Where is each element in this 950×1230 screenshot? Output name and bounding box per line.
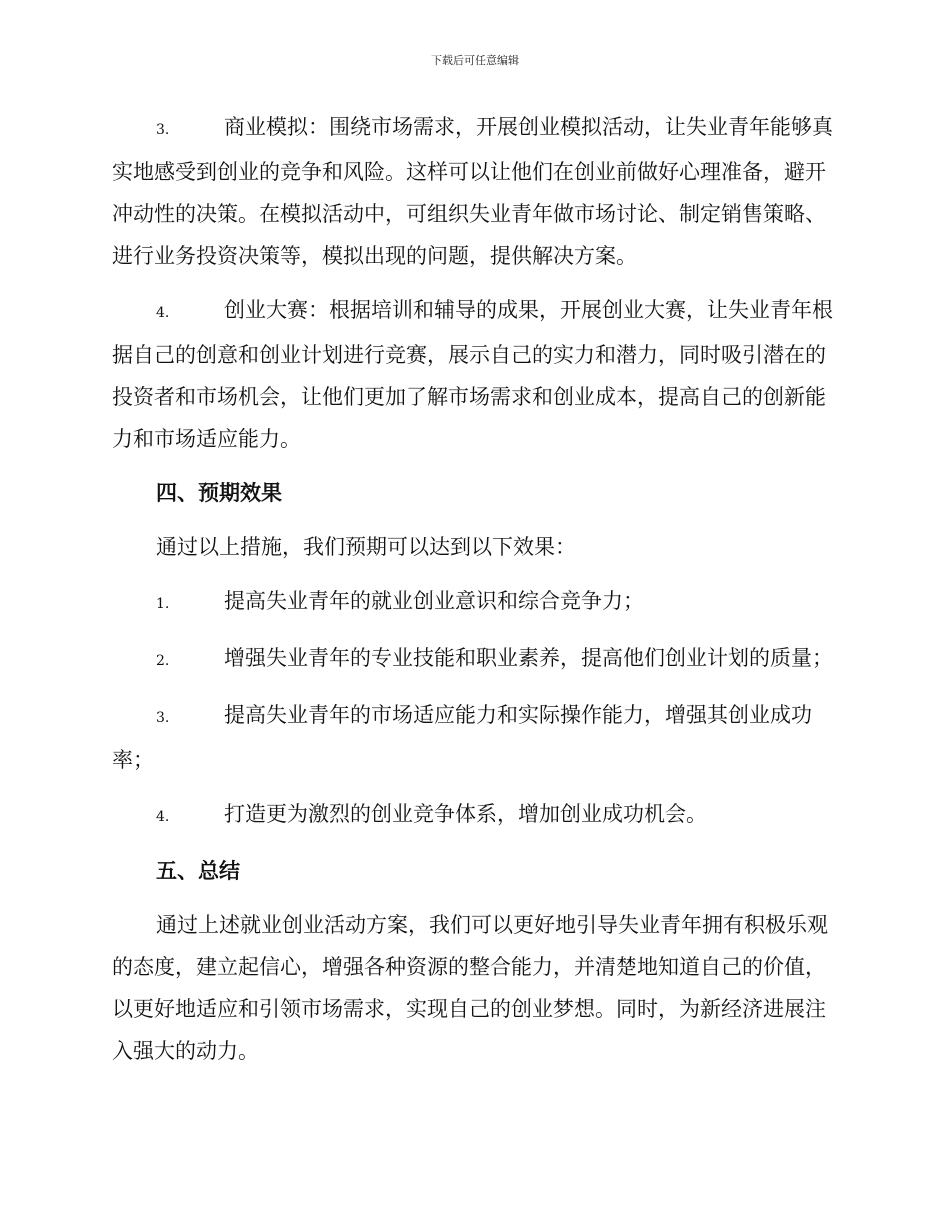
item-number: 3.: [156, 122, 170, 138]
expected-effect-item-1: [112, 580, 837, 625]
summary-paragraph: 通过上述就业创业活动方案，我们可以更好地引导失业青年拥有积极乐观的态度，建立起信心，增强各种资源的整合能力，并清楚地知道自己的价值，以更好地适应和引领市场需求，实现自己的创业梦想。同时，为新经济进展注入强大的动力。: [112, 913, 828, 1063]
expected-effect-text: 打造更为激烈的创业竞争体系，增加创业成功机会。: [224, 802, 707, 826]
competition-paragraph: [112, 289, 837, 460]
section-heading-summary: 五、总结: [156, 859, 240, 883]
item-number: 3.: [156, 710, 170, 726]
expected-effect-text: 增强失业青年的专业技能和职业素养，提高他们创业计划的质量；: [224, 646, 833, 670]
expected-effect-text: 提高失业青年的市场适应能力和实际操作能力，增强其创业成功率；: [112, 703, 812, 772]
expected-effect-item-3: [112, 694, 837, 781]
item-number: 4.: [156, 305, 170, 321]
item-number: 4.: [156, 809, 170, 825]
competition-text: 创业大赛：根据培训和辅导的成果，开展创业大赛，让失业青年根据自己的创意和创业计划进行竞赛，展示自己的实力和潜力，同时吸引潜在的投资者和市场机会，让他们更加了解市场需求和创业成本，提高自己的创新能力和市场适应能力。: [112, 298, 833, 451]
item-number: 2.: [156, 653, 170, 669]
expected-effects-intro: 通过以上措施，我们预期可以达到以下效果：: [156, 535, 576, 559]
section-heading-expected-effects: 四、预期效果: [156, 481, 282, 505]
page-header: 下载后可任意编辑: [431, 54, 519, 67]
business-simulation-paragraph: [112, 106, 837, 277]
expected-effect-item-2: [112, 637, 837, 682]
expected-effect-item-4: [112, 793, 837, 838]
expected-effect-text: 提高失业青年的就业创业意识和综合竞争力；: [224, 589, 644, 613]
document-content: [112, 106, 837, 1072]
item-number: 1.: [156, 596, 170, 612]
business-simulation-text: 商业模拟：围绕市场需求，开展创业模拟活动，让失业青年能够真实地感受到创业的竞争和风险。这样可以让他们在创业前做好心理准备，避开冲动性的决策。在模拟活动中，可组织失业青年做市场讨论、制定销售策略、进行业务投资决策等，模拟出现的问题，提供解决方案。: [112, 115, 833, 268]
